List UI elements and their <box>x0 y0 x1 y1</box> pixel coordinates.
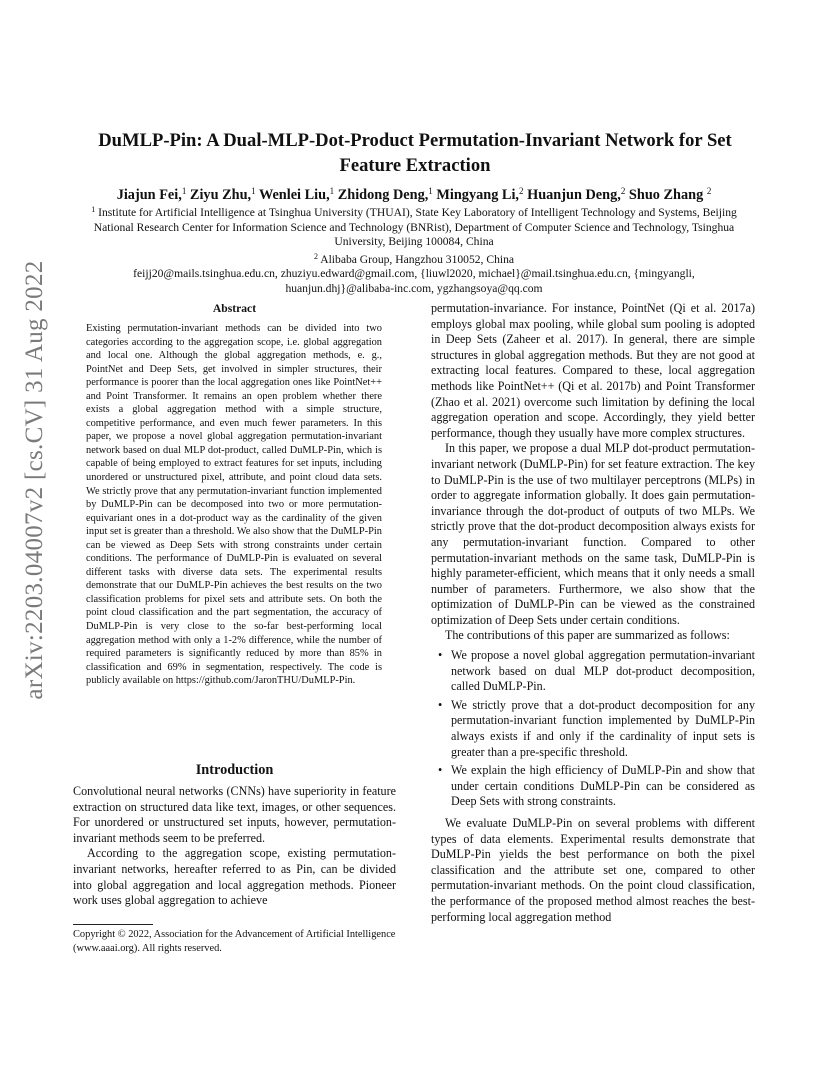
author-affiliation-mark: 2 <box>620 186 626 196</box>
contribution-item: • We strictly prove that a dot-product decomposition for any permutation-invariant function implemented by DuMLP-Pin always exists if and only if the cardinality of input sets is greater than a pre-specific threshold. <box>431 698 755 760</box>
affiliation-mark: 2 <box>313 251 318 261</box>
paper-title <box>70 128 760 178</box>
body-paragraph: The contributions of this paper are summarized as follows: <box>445 628 730 643</box>
contributions-list <box>431 648 755 810</box>
body-paragraph: In this paper, we propose a dual MLP dot-product permutation-invariant network (DuMLP-Pin) for set feature extraction. The key to DuMLP-Pin is the use of two multilayer perceptrons (MLPs) in order to aggregate information globally. It does gain permutation-invariance through the dot-product of outputs of two MLPs. We strictly prove that the dot-product decomposition always exists for any permutation-invariant function. Compared to other permutation-invariant methods on the same task, DuMLP-Pin is highly parameter-efficient, which means that it only needs a small number of parameters. Furthermore, we also show that the optimization of DuMLP-Pin can be viewed as the constrained optimization of Deep Sets under certain conditions. <box>431 441 755 627</box>
author-affiliation-mark: 2 <box>706 186 712 196</box>
author-name: Huanjun Deng, <box>527 187 621 203</box>
copyright-notice: Copyright © 2022, Association for the Advancement of Artificial Intelligence (www.aaai.org). All rights reserved. <box>73 929 396 954</box>
right-column <box>431 301 755 925</box>
title-line-1: DuMLP-Pin: A Dual-MLP-Dot-Product Permutation-Invariant Network for Set <box>98 130 732 151</box>
body-paragraph: permutation-invariance. For instance, PointNet (Qi et al. 2017a) employs global max pooling, while global sum pooling is adopted in Deep Sets (Zaheer et al. 2017). In general, there are simple structures in global aggregation methods. But they are not good at extracting local features. Compared to these, local aggregation methods like PointNet++ (Qi et al. 2017b) and Point Transformer (Zhao et al. 2021) overcome such limitation by defining the local aggregation operation and scope. Accordingly, they yield better performance, though they usually have more complex structures. <box>431 301 755 440</box>
author-name: Zhidong Deng, <box>337 187 429 203</box>
author-affiliation-mark: 1 <box>329 186 335 196</box>
affiliation-2 <box>78 250 750 268</box>
arxiv-identifier <box>20 260 50 700</box>
body-paragraph: We evaluate DuMLP-Pin on several problems with different types of data elements. Experimental results demonstrate that DuMLP-Pin yields the best performance on both the pixel classification and the attribute set one, compared to other permutation-invariant methods. On the point cloud classification, the performance of the proposed method almost reaches the best-performing local aggregation method <box>431 816 755 924</box>
author-name: Shuo Zhang <box>628 187 704 203</box>
contribution-item: • We propose a novel global aggregation permutation-invariant network based on dual MLP dot-product decomposition, called DuMLP-Pin. <box>431 648 755 695</box>
affiliations <box>78 203 750 297</box>
introduction-heading: Introduction <box>195 762 274 778</box>
affiliation-1 <box>78 203 750 250</box>
affiliation-2-text: Alibaba Group, Hangzhou 310052, China <box>320 252 515 266</box>
title-line-2: Feature Extraction <box>339 155 491 176</box>
author-affiliation-mark: 2 <box>519 186 524 196</box>
abstract-heading: Abstract <box>212 302 257 315</box>
author-list <box>60 181 768 205</box>
footnote-rule <box>73 924 153 925</box>
abstract-body: Existing permutation-invariant methods can be divided into two categories according to the aggregation scope, i.e. global aggregation and local one. Although the global aggregation methods, e. g., PointNet and Deep Sets, get involved in simpler structures, their performance is poorer than the local aggregation ones like PointNet++ and Point Transformer. It remains an open problem whether there exists a global aggregation method with a simple structure, competitive performance, and even much fewer parameters. In this paper, we propose a novel global aggregation permutation-invariant network based on dual MLP dot-product, called DuMLP-Pin, which is capable of being employed to extract features for set inputs, including unordered or unstructured pixel, attribute, and point cloud data sets. We strictly prove that any permutation-invariant function implemented by DuMLP-Pin can be decomposed into two or more permutation-equivariant ones in a dot-product way as the cardinality of the given input set is greater than a threshold. We also show that the DuMLP-Pin can be viewed as Deep Sets with strong constraints under certain conditions. The performance of DuMLP-Pin is evaluated on several different tasks with diverse data sets. The experimental results demonstrate that our DuMLP-Pin achieves the best results on the two classification problems for pixel sets and attribute sets. On both the point cloud classification and the part segmentation, the accuracy of DuMLP-Pin is very close to the so-far best-performing local aggregation method with only a 1-2% difference, while the number of required parameters is significantly reduced by more than 85% in classification and 69% in segmentation, respectively. The code is publicly available on https://github.com/JaronTHU/DuMLP-Pin. <box>86 323 382 687</box>
author-affiliation-mark: 1 <box>251 186 256 196</box>
introduction-paragraph: Convolutional neural networks (CNNs) have superiority in feature extraction on structured data like text, images, or other sequences. For unordered or unstructured set inputs, however, permutation-invariant methods seem to be preferred. <box>73 784 396 845</box>
introduction-paragraph: According to the aggregation scope, existing permutation-invariant networks, hereafter referred to as Pin, can be divided into global aggregation and local aggregation methods. Pioneer work uses global aggregation to achieve <box>73 846 396 908</box>
author-name: Wenlei Liu, <box>258 187 330 203</box>
author-emails: feijj20@mails.tsinghua.edu.cn, zhuziyu.edward@gmail.com, {liuwl2020, michael}@mail.tsinghua.edu.cn, {mingyangli, huanjun.dhj}@alibaba-inc.com, ygzhangsoya@qq.com <box>133 267 695 295</box>
author-name: Jiajun Fei, <box>116 187 182 203</box>
author-name: Mingyang Li, <box>436 187 519 203</box>
affiliation-1-text: Institute for Artificial Intelligence at Tsinghua University (THUAI), State Key Laboratory of Intelligent Technology and Systems, Beijing National Research Center for Information Science and Technology (BNRist), Department of Computer Science and Technology, Tsinghua University, Beijing 100084, China <box>93 206 737 249</box>
contribution-item: • We explain the high efficiency of DuMLP-Pin and show that under certain conditions DuMLP-Pin can be considered as Deep Sets with strong constraints. <box>431 763 755 810</box>
introduction-body <box>73 784 396 909</box>
author-affiliation-mark: 1 <box>181 186 187 196</box>
author-name: Ziyu Zhu, <box>189 187 252 203</box>
author-affiliation-mark: 1 <box>428 186 433 196</box>
affiliation-mark: 1 <box>91 205 96 214</box>
arxiv-identifier-text: arXiv:2203.04007v2 [cs.CV] 31 Aug 2022 <box>21 260 48 700</box>
